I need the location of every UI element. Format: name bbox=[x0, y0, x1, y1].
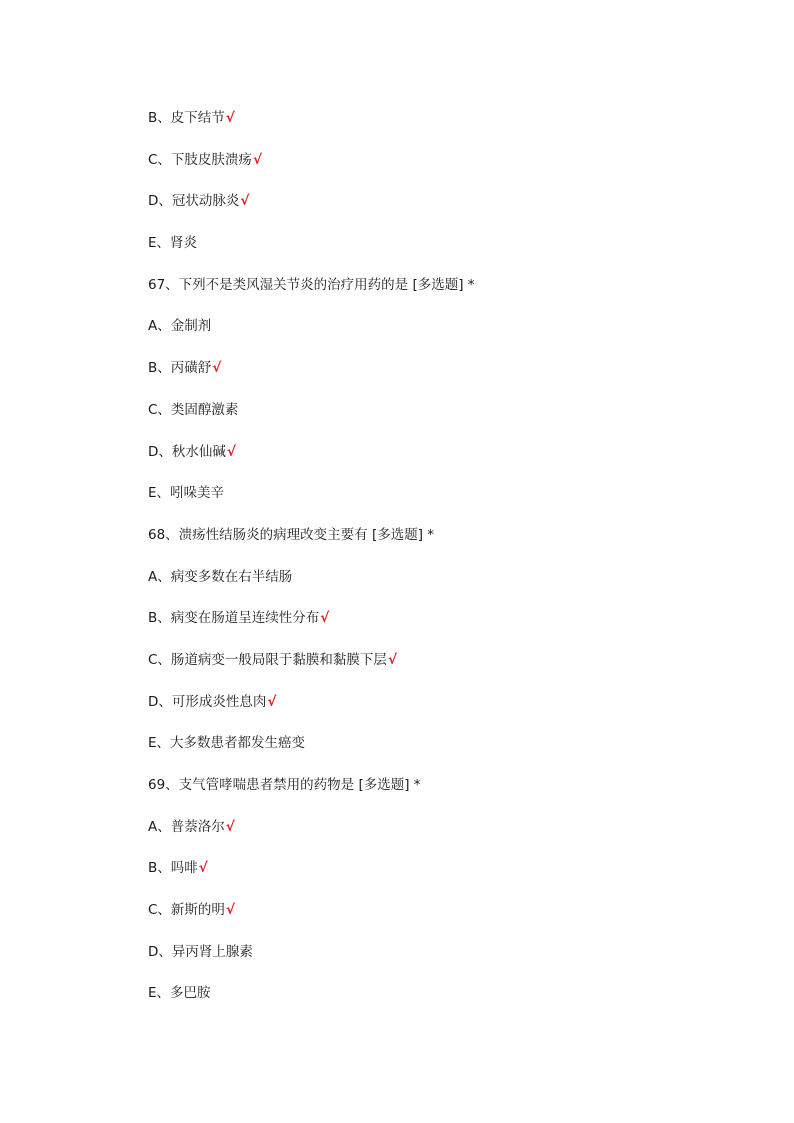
check-mark: √ bbox=[212, 360, 222, 377]
check-mark: √ bbox=[225, 110, 235, 126]
option-line bbox=[148, 688, 748, 730]
option-text: C、类固醇激素 bbox=[148, 401, 239, 418]
check-mark: √ bbox=[252, 151, 262, 168]
option-line bbox=[148, 813, 748, 855]
option-line bbox=[148, 438, 748, 480]
option-line bbox=[148, 729, 748, 771]
option-text: B、吗啡 bbox=[148, 860, 198, 877]
option-text: A、金制剂 bbox=[148, 318, 212, 335]
document-body bbox=[148, 104, 748, 1021]
option-line bbox=[148, 979, 748, 1021]
option-text: D、异丙肾上腺素 bbox=[148, 943, 253, 960]
option-text: E、大多数患者都发生癌变 bbox=[148, 735, 306, 752]
option-text: A、普萘洛尔 bbox=[148, 818, 225, 835]
option-line bbox=[148, 187, 748, 229]
option-text: C、肠道病变一般局限于黏膜和黏膜下层 bbox=[148, 651, 387, 668]
option-text: B、皮下结节 bbox=[148, 110, 225, 126]
question-text: 68、溃疡性结肠炎的病理改变主要有 [多选题] * bbox=[148, 526, 435, 543]
option-text: C、下肢皮肤溃疡 bbox=[148, 151, 252, 168]
option-line bbox=[148, 938, 748, 980]
option-line bbox=[148, 563, 748, 605]
option-text: E、肾炎 bbox=[148, 235, 198, 252]
question-text: 67、下列不是类风湿关节炎的治疗用药的是 [多选题] * bbox=[148, 276, 475, 293]
check-mark: √ bbox=[226, 443, 236, 460]
option-line bbox=[148, 396, 748, 438]
question-line bbox=[148, 271, 748, 313]
option-line bbox=[148, 229, 748, 271]
option-text: B、丙磺舒 bbox=[148, 360, 212, 377]
option-line bbox=[148, 896, 748, 938]
question-text: 69、支气管哮喘患者禁用的药物是 [多选题] * bbox=[148, 777, 421, 793]
option-text: E、多巴胺 bbox=[148, 985, 211, 1002]
option-text: E、吲哚美辛 bbox=[148, 485, 225, 502]
option-line bbox=[148, 646, 748, 688]
question-line bbox=[148, 521, 748, 563]
check-mark: √ bbox=[240, 193, 250, 210]
option-line bbox=[148, 354, 748, 396]
check-mark: √ bbox=[267, 693, 277, 710]
check-mark: √ bbox=[320, 610, 330, 627]
option-text: A、病变多数在右半结肠 bbox=[148, 568, 293, 585]
check-mark: √ bbox=[225, 902, 235, 919]
option-text: D、可形成炎性息肉 bbox=[148, 693, 267, 710]
option-text: C、新斯的明 bbox=[148, 902, 225, 919]
question-line bbox=[148, 771, 748, 813]
option-text: D、秋水仙碱 bbox=[148, 443, 226, 460]
option-line bbox=[148, 104, 748, 146]
check-mark: √ bbox=[387, 651, 397, 668]
option-line bbox=[148, 146, 748, 188]
option-line bbox=[148, 312, 748, 354]
check-mark: √ bbox=[198, 860, 208, 877]
option-line bbox=[148, 854, 748, 896]
option-text: D、冠状动脉炎 bbox=[148, 193, 240, 210]
check-mark: √ bbox=[225, 818, 235, 835]
option-line bbox=[148, 479, 748, 521]
option-text: B、病变在肠道呈连续性分布 bbox=[148, 610, 320, 627]
option-line bbox=[148, 604, 748, 646]
